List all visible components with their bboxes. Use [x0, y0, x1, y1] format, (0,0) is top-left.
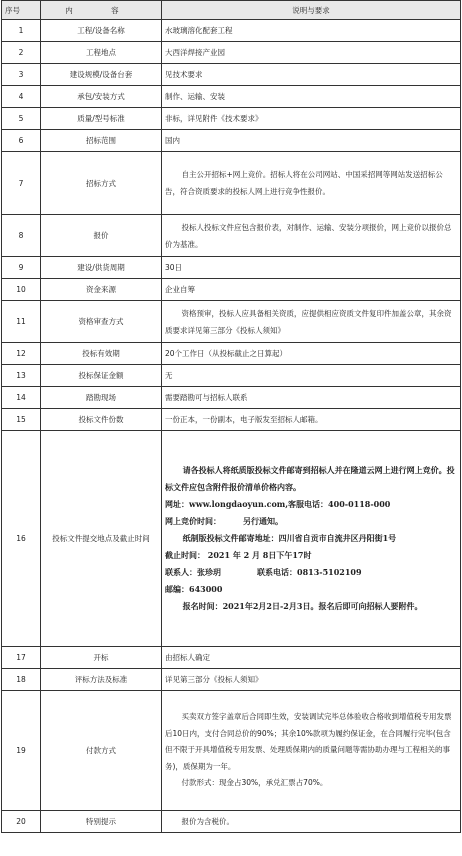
row-label: 资格审查方式 — [41, 301, 162, 343]
row-label: 投标文件份数 — [41, 409, 162, 431]
row-no: 13 — [2, 365, 41, 387]
row-value: 无 — [162, 365, 461, 387]
table-row — [2, 669, 461, 691]
table-header-row — [2, 1, 461, 20]
row-value: 投标人投标文件应包含报价表，对制作、运输、安装分项报价，网上竞价以报价总价为基准。 — [162, 215, 461, 257]
row-value: 大西洋焊接产业园 — [162, 42, 461, 64]
website-and-hotline: 网址：www.longdaoyun.com,客服电话：400-0118-000 — [165, 499, 391, 509]
row-no: 12 — [2, 343, 41, 365]
row-value: 企业自筹 — [162, 279, 461, 301]
row-value: 报价为含税价。 — [162, 811, 461, 833]
row-label: 工程/设备名称 — [41, 20, 162, 42]
row-value: 需要踏勘可与招标人联系 — [162, 387, 461, 409]
table-row — [2, 647, 461, 669]
table-row — [2, 42, 461, 64]
row-no: 8 — [2, 215, 41, 257]
row-label: 建设规模/设备台套 — [41, 64, 162, 86]
row-no: 5 — [2, 108, 41, 130]
row-value: 20个工作日（从投标截止之日算起） — [162, 343, 461, 365]
payment-terms-text: 买卖双方签字盖章后合同即生效，安装调试完毕总体验收合格收到增值税专用发票后10日内，支付合同总价的90%；其余10%款项为履约保证金，在合同履行完毕(包含但不限于开具增值税专用发票、处理质保期内的质量问题等需协助办理与工程相关的事务)，质保期为一年。 — [165, 712, 452, 771]
row-label: 招标范围 — [41, 130, 162, 152]
row-value: 见技术要求 — [162, 64, 461, 86]
table-row — [2, 215, 461, 257]
row-no: 7 — [2, 152, 41, 215]
row-no: 1 — [2, 20, 41, 42]
row-value: 资格预审，投标人应具备相关资质，应提供相应资质文件复印件加盖公章，其余资质要求详见第三部分《投标人须知》 — [162, 301, 461, 343]
header-description: 说明与要求 — [162, 1, 461, 20]
row-label: 质量/型号标准 — [41, 108, 162, 130]
row-no: 16 — [2, 431, 41, 647]
row-label: 特别提示 — [41, 811, 162, 833]
row-value: 一份正本，一份副本，电子版发至招标人邮箱。 — [162, 409, 461, 431]
row-no: 19 — [2, 691, 41, 811]
row-no: 10 — [2, 279, 41, 301]
row-label: 评标方法及标准 — [41, 669, 162, 691]
table-row — [2, 108, 461, 130]
requirements-table — [1, 0, 461, 833]
table-row — [2, 257, 461, 279]
row-label: 开标 — [41, 647, 162, 669]
row-label: 承包/安装方式 — [41, 86, 162, 108]
mailing-address: 纸制版投标文件邮寄地址：四川省自贡市自流井区丹阳街1号 — [182, 533, 397, 543]
table-row — [2, 409, 461, 431]
bidding-time-value: 另行通知。 — [243, 516, 283, 526]
row-no: 14 — [2, 387, 41, 409]
table-row — [2, 279, 461, 301]
row-label: 资金来源 — [41, 279, 162, 301]
row-no: 2 — [2, 42, 41, 64]
contact-phone: 联系电话：0813-5102109 — [257, 567, 362, 577]
table-row — [2, 811, 461, 833]
bidding-time-label: 网上竞价时间： — [165, 516, 221, 526]
table-row — [2, 691, 461, 811]
bidding-time-line — [165, 513, 457, 530]
row-value: 30日 — [162, 257, 461, 279]
submission-instruction: 请各投标人将纸质版投标文件邮寄到招标人并在隆道云网上进行网上竞价。投标文件应包含附件报价清单价格内容。 — [165, 465, 455, 492]
row-value: 制作、运输、安装 — [162, 86, 461, 108]
row-value: 国内 — [162, 130, 461, 152]
table-row — [2, 130, 461, 152]
row-value: 自主公开招标+网上竞价。招标人将在公司网站、中国采招网等网站发送招标公告，符合资质要求的投标人网上进行竞争性报价。 — [162, 152, 461, 215]
row-label: 报价 — [41, 215, 162, 257]
row-no: 15 — [2, 409, 41, 431]
table-row — [2, 431, 461, 647]
header-no: 序号 — [2, 1, 41, 20]
row-no: 11 — [2, 301, 41, 343]
row-value: 水玻璃溶化配套工程 — [162, 20, 461, 42]
row-label: 投标有效期 — [41, 343, 162, 365]
submission-details — [162, 431, 461, 647]
row-label: 招标方式 — [41, 152, 162, 215]
registration-time: 报名时间：2021年2月2日-2月3日。报名后即可向招标人要附件。 — [182, 601, 423, 611]
row-label: 踏勘现场 — [41, 387, 162, 409]
contact-person: 联系人：张珍玥 — [165, 567, 221, 577]
row-value: 详见第三部分《投标人须知》 — [162, 669, 461, 691]
row-label: 建设/供货周期 — [41, 257, 162, 279]
table-row — [2, 387, 461, 409]
row-no: 3 — [2, 64, 41, 86]
row-label: 付款方式 — [41, 691, 162, 811]
table-row — [2, 301, 461, 343]
row-no: 4 — [2, 86, 41, 108]
row-no: 9 — [2, 257, 41, 279]
table-row — [2, 20, 461, 42]
table-row — [2, 86, 461, 108]
row-no: 20 — [2, 811, 41, 833]
row-label: 投标文件提交地点及截止时间 — [41, 431, 162, 647]
table-row — [2, 152, 461, 215]
row-value: 非标，详见附件《技术要求》 — [162, 108, 461, 130]
table-row — [2, 365, 461, 387]
header-content: 内 容 — [41, 1, 162, 20]
deadline: 截止时间： 2021 年 2 月 8日下午17时 — [165, 550, 312, 560]
payment-terms — [162, 691, 461, 811]
row-no: 18 — [2, 669, 41, 691]
row-label: 工程地点 — [41, 42, 162, 64]
row-value: 由招标人确定 — [162, 647, 461, 669]
postcode: 邮编：643000 — [165, 584, 223, 594]
row-no: 17 — [2, 647, 41, 669]
payment-form-text: 付款形式：现金占30%，承兑汇票占70%。 — [181, 778, 328, 788]
row-label: 投标保证金额 — [41, 365, 162, 387]
contact-line — [165, 564, 457, 581]
table-row — [2, 343, 461, 365]
row-no: 6 — [2, 130, 41, 152]
table-row — [2, 64, 461, 86]
